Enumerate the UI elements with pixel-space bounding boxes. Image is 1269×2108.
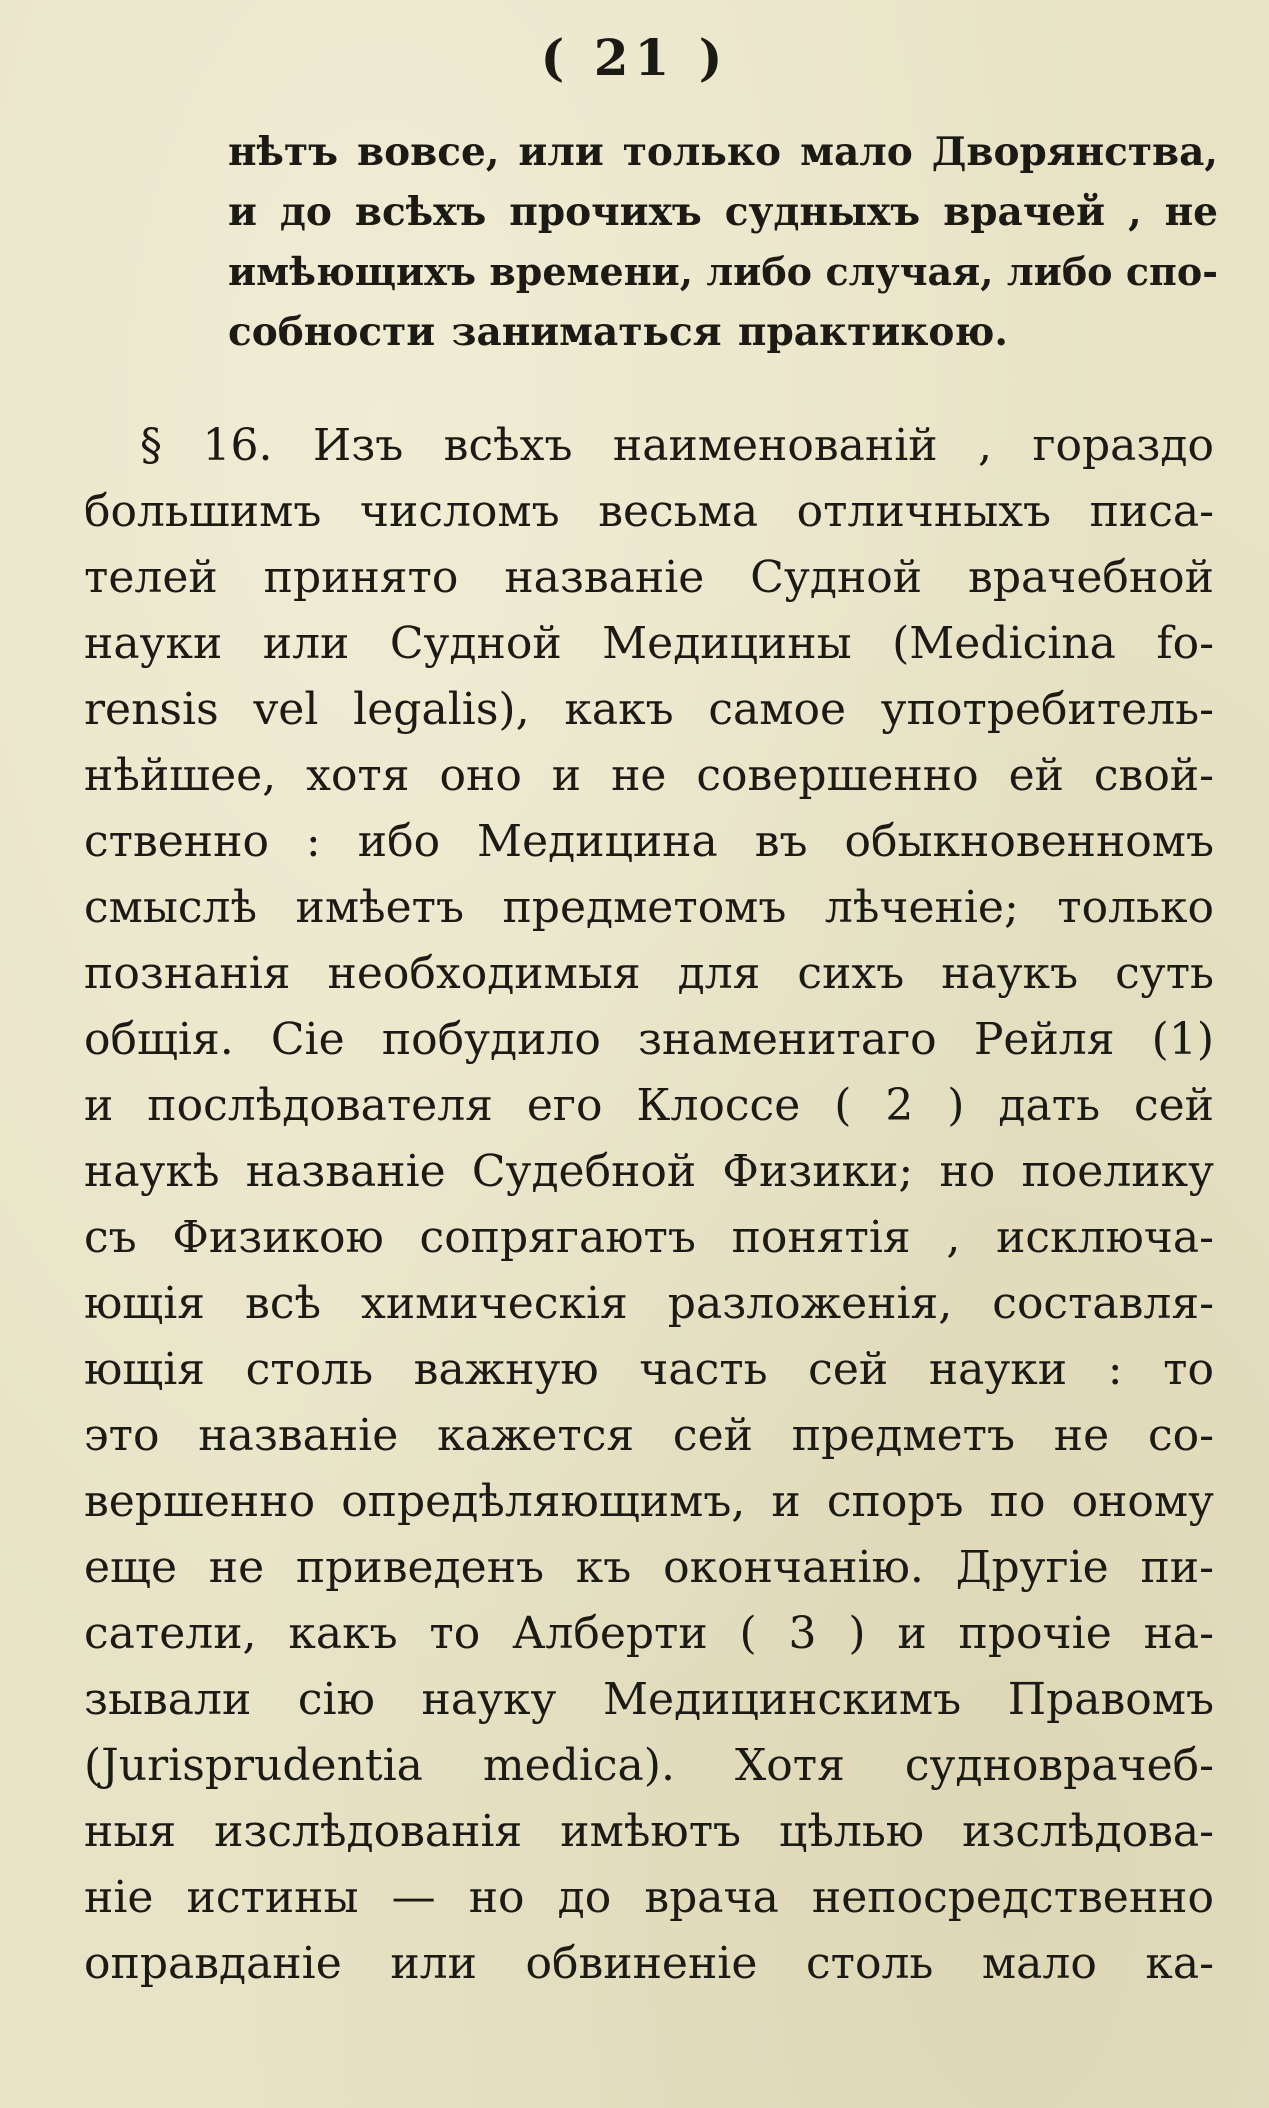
text-line: ственно : ибо Медицина въ обыкновенномъ <box>84 816 1214 867</box>
text-line: еще не приведенъ къ окончанію. Другіе пи- <box>84 1542 1214 1593</box>
page-number: ( 21 ) <box>540 28 729 87</box>
text-line: имѣющихъ времени, либо случая, либо спо- <box>228 249 1218 294</box>
text-line: наукѣ названіе Судебной Физики; но поелику <box>84 1146 1214 1197</box>
text-line: (Jurisprudentia medica). Хотя судноврачеб- <box>84 1740 1214 1791</box>
text-line: нѣтъ вовсе, или только мало Дворянства, <box>228 129 1218 175</box>
text-line: ныя изслѣдованія имѣютъ цѣлью изслѣдова- <box>84 1806 1214 1857</box>
text-line: собности заниматься практикою. <box>228 309 1008 355</box>
text-line: науки или Судной Медицины (Medicina fo- <box>84 618 1214 669</box>
text-line: большимъ числомъ весьма отличныхъ писа- <box>84 486 1214 537</box>
text-line: оправданіе или обвиненіе столь мало ка- <box>84 1938 1214 1989</box>
text-line: съ Физикою сопрягаютъ понятія , исключа- <box>84 1212 1214 1263</box>
text-line: общія. Сіе побудило знаменитаго Рейля (1) <box>84 1014 1214 1065</box>
text-line: ніе истины — но до врача непосредственно <box>84 1872 1214 1923</box>
text-line: ющія всѣ химическія разложенія, составля- <box>84 1278 1214 1329</box>
section-heading-line: § 16. Изъ всѣхъ наименованій , гораздо <box>140 420 1214 471</box>
text-line: вершенно опредѣляющимъ, и споръ по оному <box>84 1476 1214 1527</box>
text-line: зывали сію науку Медицинскимъ Правомъ <box>84 1674 1214 1725</box>
text-line: rensis vel legalis), какъ самое употребитель- <box>84 684 1214 735</box>
text-line: это названіе кажется сей предметъ не со- <box>84 1410 1214 1461</box>
text-line: нѣйшее, хотя оно и не совершенно ей свой- <box>84 750 1214 801</box>
text-line: и до всѣхъ прочихъ судныхъ врачей , не <box>228 189 1218 235</box>
text-line: познанія необходимыя для сихъ наукъ суть <box>84 948 1214 999</box>
text-line: и послѣдователя его Клоссе ( 2 ) дать сей <box>84 1080 1214 1131</box>
text-line: телей принято названіе Судной врачебной <box>84 552 1214 603</box>
text-line: ющія столь важную часть сей науки : то <box>84 1344 1214 1395</box>
text-line: сатели, какъ то Алберти ( 3 ) и прочіе на- <box>84 1608 1214 1659</box>
text-line: смыслѣ имѣетъ предметомъ лѣченіе; только <box>84 882 1214 933</box>
